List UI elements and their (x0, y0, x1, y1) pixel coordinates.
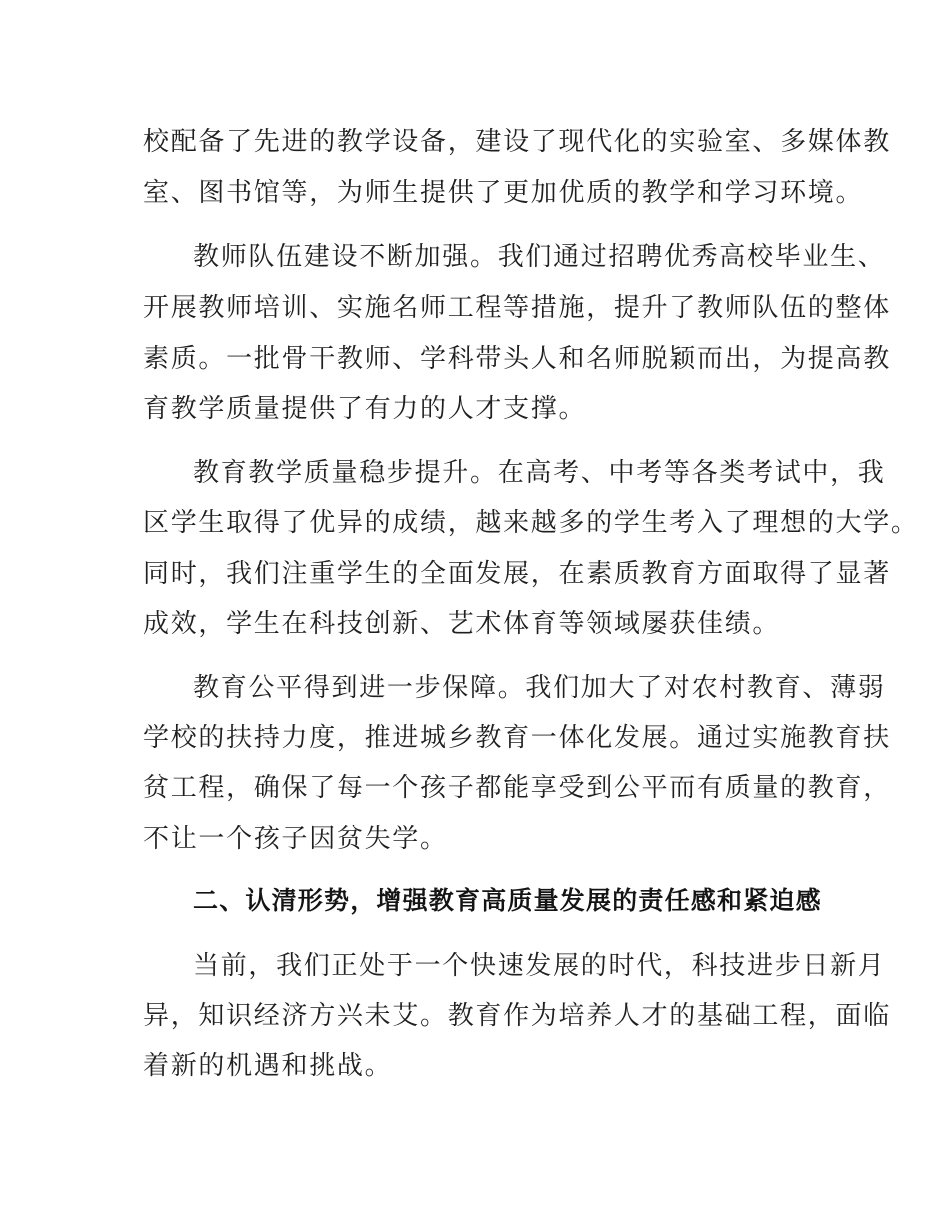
paragraph-1-line-2: 室、图书馆等，为师生提供了更加优质的教学和学习环境。 (143, 178, 864, 208)
section-heading: 二、认清形势，增强教育高质量发展的责任感和紧迫感 (193, 886, 822, 915)
paragraph-3-line-4: 成效，学生在科技创新、艺术体育等领域屡获佳绩。 (143, 609, 781, 639)
paragraph-4-line-1: 教育公平得到进一步保障。我们加大了对农村教育、薄弱 (193, 673, 886, 703)
paragraph-2-line-3: 素质。一批骨干教师、学科带头人和名师脱颖而出，为提高教 (143, 344, 891, 374)
paragraph-4-line-2: 学校的扶持力度，推进城乡教育一体化发展。通过实施教育扶 (143, 723, 891, 753)
paragraph-5-line-3: 着新的机遇和挑战。 (143, 1051, 393, 1081)
paragraph-2-line-2: 开展教师培训、实施名师工程等措施，提升了教师队伍的整体 (143, 293, 891, 323)
paragraph-4-line-3: 贫工程，确保了每一个孩子都能享受到公平而有质量的教育， (143, 773, 891, 803)
paragraph-3-line-1: 教育教学质量稳步提升。在高考、中考等各类考试中，我 (193, 458, 886, 488)
paragraph-5-line-2: 异，知识经济方兴未艾。教育作为培养人才的基础工程，面临 (143, 1001, 891, 1031)
paragraph-5-line-1: 当前，我们正处于一个快速发展的时代，科技进步日新月 (193, 951, 886, 981)
paragraph-1-line-1: 校配备了先进的教学设备，建设了现代化的实验室、多媒体教 (143, 127, 891, 157)
paragraph-2-line-4: 育教学质量提供了有力的人才支撑。 (143, 394, 587, 424)
paragraph-3-line-2: 区学生取得了优异的成绩，越来越多的学生考入了理想的大学。 (143, 508, 919, 538)
paragraph-2-line-1: 教师队伍建设不断加强。我们通过招聘优秀高校毕业生、 (193, 242, 886, 272)
paragraph-3-line-3: 同时，我们注重学生的全面发展，在素质教育方面取得了显著 (143, 559, 891, 589)
paragraph-4-line-4: 不让一个孩子因贫失学。 (143, 824, 448, 854)
